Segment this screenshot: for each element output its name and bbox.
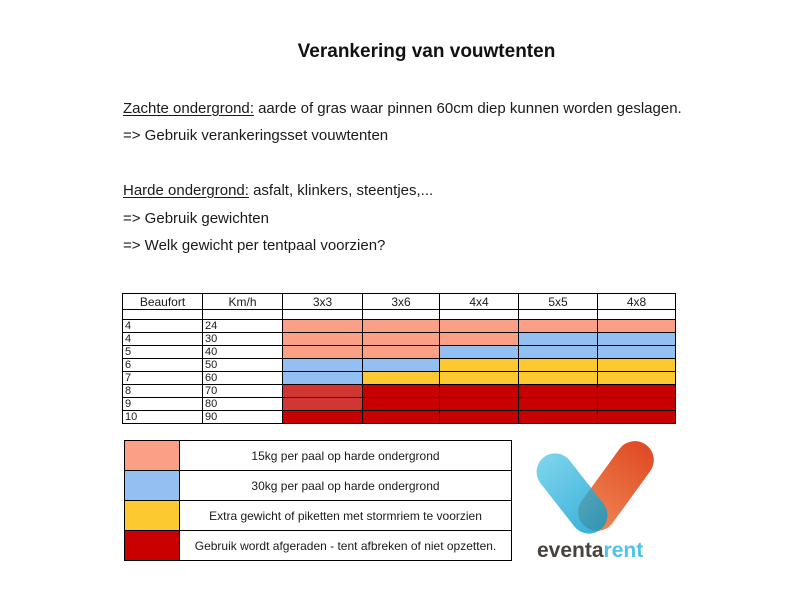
kmh-cell: 40 — [203, 346, 283, 359]
weight-color-cell-blue — [598, 346, 676, 359]
eventarent-logo — [535, 437, 667, 567]
legend-label: Gebruik wordt afgeraden - tent afbreken of niet opzetten. — [180, 531, 512, 561]
wind-table-body — [123, 294, 676, 424]
wind-table-row — [123, 385, 676, 398]
beaufort-cell: 5 — [123, 346, 203, 359]
legend-label: 15kg per paal op harde ondergrond — [180, 441, 512, 471]
weight-color-cell-yellow — [519, 359, 598, 372]
beaufort-cell: 10 — [123, 411, 203, 424]
beaufort-cell: 8 — [123, 385, 203, 398]
weight-color-cell-red — [440, 385, 519, 398]
paragraph-zachte-ondergrond — [123, 100, 682, 117]
weight-color-cell-blue — [519, 333, 598, 346]
weight-color-cell-salmon — [598, 320, 676, 333]
kmh-cell: 60 — [203, 372, 283, 385]
column-header: Beaufort — [123, 294, 203, 310]
legend-table — [124, 440, 512, 561]
weight-color-cell-salmon — [283, 320, 363, 333]
weight-color-cell-blue — [363, 359, 440, 372]
wind-table-row — [123, 411, 676, 424]
weight-color-cell-red — [598, 385, 676, 398]
bullet-gebruik-gewichten: => Gebruik gewichten — [123, 210, 269, 227]
weight-color-cell-red — [363, 411, 440, 424]
weight-color-cell-blue — [440, 346, 519, 359]
legend-swatch-red — [125, 531, 180, 561]
wind-table-header-row — [123, 294, 676, 310]
weight-color-cell-yellow — [363, 372, 440, 385]
legend-row — [125, 531, 512, 561]
weight-color-cell-red — [598, 411, 676, 424]
column-header: 3x3 — [283, 294, 363, 310]
paragraph-harde-ondergrond — [123, 182, 433, 199]
heading-zachte-ondergrond: Zachte ondergrond: — [123, 100, 254, 117]
legend-row — [125, 501, 512, 531]
logo-wordmark — [537, 539, 643, 563]
weight-color-cell-salmon — [519, 320, 598, 333]
legend-swatch-blue — [125, 471, 180, 501]
weight-color-cell-red — [598, 398, 676, 411]
legend-label: 30kg per paal op harde ondergrond — [180, 471, 512, 501]
weight-color-cell-salmon — [440, 320, 519, 333]
text-harde-ondergrond: asfalt, klinkers, steentjes,... — [248, 182, 434, 199]
heading-harde-ondergrond: Harde ondergrond: — [123, 182, 249, 199]
beaufort-cell: 4 — [123, 333, 203, 346]
weight-color-cell-salmon — [363, 346, 440, 359]
column-header: 4x4 — [440, 294, 519, 310]
spacer-cell — [363, 310, 440, 320]
wind-force-table — [122, 293, 676, 424]
weight-color-cell-yellow — [519, 372, 598, 385]
beaufort-cell: 9 — [123, 398, 203, 411]
weight-color-cell-red — [283, 411, 363, 424]
legend-label: Extra gewicht of piketten met stormriem te voorzien — [180, 501, 512, 531]
weight-color-cell-blue — [598, 333, 676, 346]
spacer-cell — [123, 310, 203, 320]
wind-table-row — [123, 398, 676, 411]
column-header: 4x8 — [598, 294, 676, 310]
wind-table-spacer-row — [123, 310, 676, 320]
beaufort-cell: 4 — [123, 320, 203, 333]
wind-table-row — [123, 320, 676, 333]
kmh-cell: 24 — [203, 320, 283, 333]
weight-color-cell-yellow — [440, 372, 519, 385]
bullet-verankeringsset: => Gebruik verankeringsset vouwtenten — [123, 127, 389, 144]
kmh-cell: 30 — [203, 333, 283, 346]
weight-color-cell-blue — [519, 346, 598, 359]
column-header: 5x5 — [519, 294, 598, 310]
weight-color-cell-yellow — [598, 372, 676, 385]
text-zachte-ondergrond: aarde of gras waar pinnen 60cm diep kunnen worden geslagen. — [253, 100, 682, 117]
legend-body — [125, 441, 512, 561]
legend-row — [125, 441, 512, 471]
kmh-cell: 70 — [203, 385, 283, 398]
spacer-cell — [440, 310, 519, 320]
kmh-cell: 90 — [203, 411, 283, 424]
spacer-cell — [203, 310, 283, 320]
wind-table-row — [123, 346, 676, 359]
weight-color-cell-salmon — [283, 346, 363, 359]
column-header: 3x6 — [363, 294, 440, 310]
weight-color-cell-red — [363, 398, 440, 411]
wind-table-row — [123, 359, 676, 372]
weight-color-cell-lightred — [283, 398, 363, 411]
weight-color-cell-salmon — [363, 333, 440, 346]
legend-swatch-yellow — [125, 501, 180, 531]
weight-color-cell-blue — [283, 372, 363, 385]
wind-table-row — [123, 372, 676, 385]
kmh-cell: 50 — [203, 359, 283, 372]
weight-color-cell-red — [440, 411, 519, 424]
weight-color-cell-yellow — [440, 359, 519, 372]
weight-color-cell-red — [519, 411, 598, 424]
beaufort-cell: 6 — [123, 359, 203, 372]
weight-color-cell-lightred — [283, 385, 363, 398]
beaufort-cell: 7 — [123, 372, 203, 385]
logo-word-rent: rent — [603, 539, 644, 562]
wind-table-row — [123, 333, 676, 346]
spacer-cell — [598, 310, 676, 320]
legend-row — [125, 471, 512, 501]
weight-color-cell-blue — [283, 359, 363, 372]
weight-color-cell-red — [440, 398, 519, 411]
weight-color-cell-salmon — [440, 333, 519, 346]
weight-color-cell-red — [363, 385, 440, 398]
weight-color-cell-salmon — [283, 333, 363, 346]
weight-color-cell-red — [519, 398, 598, 411]
weight-color-cell-red — [519, 385, 598, 398]
spacer-cell — [519, 310, 598, 320]
kmh-cell: 80 — [203, 398, 283, 411]
bullet-welk-gewicht: => Welk gewicht per tentpaal voorzien? — [123, 237, 386, 254]
spacer-cell — [283, 310, 363, 320]
legend-swatch-salmon — [125, 441, 180, 471]
page-title: Verankering van vouwtenten — [297, 41, 556, 62]
column-header: Km/h — [203, 294, 283, 310]
logo-word-eventa: eventa — [537, 539, 604, 562]
weight-color-cell-yellow — [598, 359, 676, 372]
weight-color-cell-salmon — [363, 320, 440, 333]
